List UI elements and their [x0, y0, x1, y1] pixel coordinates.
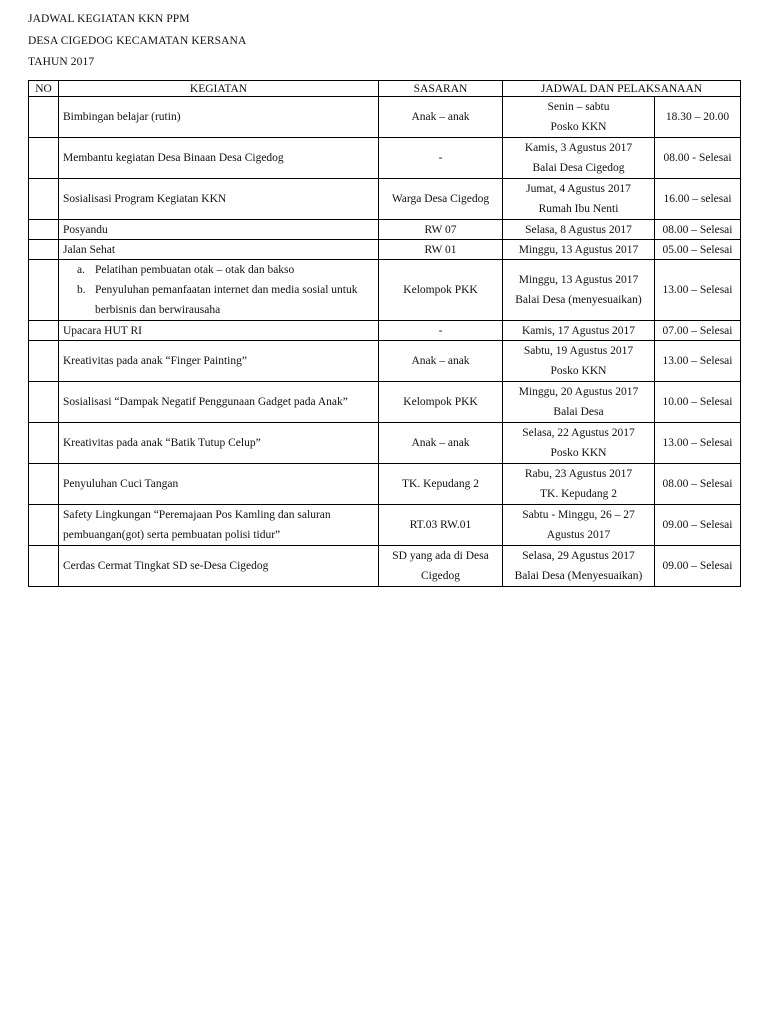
kegiatan-cell: Upacara HUT RI: [59, 321, 379, 341]
jadwal-place: Balai Desa: [553, 406, 604, 418]
jadwal-cell: [503, 423, 655, 464]
table-row: [29, 464, 741, 505]
sub-item-b-continued: berbisnis dan berwirausaha: [95, 304, 221, 316]
col-header-kegiatan: KEGIATAN: [59, 81, 379, 97]
sasaran-cell: Kelompok PKK: [379, 382, 503, 423]
jadwal-place: Rumah Ibu Nenti: [538, 203, 619, 215]
jadwal-day: Selasa, 22 Agustus 2017: [522, 427, 635, 439]
waktu-cell: 13.00 – Selesai: [655, 260, 741, 321]
waktu-cell: 08.00 – Selesai: [655, 464, 741, 505]
jadwal-place: Posko KKN: [550, 121, 607, 133]
waktu-cell: 08.00 - Selesai: [655, 138, 741, 179]
jadwal-day: Kamis, 3 Agustus 2017: [524, 142, 633, 154]
jadwal-cell: [503, 138, 655, 179]
jadwal-cell: [503, 179, 655, 220]
row-no-cell: [29, 321, 59, 341]
jadwal-day: Selasa, 29 Agustus 2017: [522, 550, 635, 562]
kegiatan-cell: Sosialisasi “Dampak Negatif Penggunaan Gadget pada Anak”: [59, 382, 379, 423]
jadwal-place: Balai Desa (menyesuaikan): [515, 294, 642, 306]
jadwal-day: Rabu, 23 Agustus 2017: [524, 468, 633, 480]
jadwal-day: Jumat, 4 Agustus 2017: [526, 183, 631, 195]
row-no-cell: [29, 220, 59, 240]
kegiatan-line-1: Safety Lingkungan “Peremajaan Pos Kamling dan saluran: [63, 509, 331, 521]
table-row: [29, 179, 741, 220]
table-row: [29, 240, 741, 260]
jadwal-place: Agustus 2017: [546, 529, 611, 541]
sasaran-cell: [379, 546, 503, 587]
waktu-cell: 18.30 – 20.00: [655, 97, 741, 138]
kegiatan-cell: Sosialisasi Program Kegiatan KKN: [59, 179, 379, 220]
row-no-cell: [29, 341, 59, 382]
waktu-cell: 08.00 – Selesai: [655, 220, 741, 240]
jadwal-cell: [503, 260, 655, 321]
table-row: [29, 505, 741, 546]
jadwal-cell: [503, 464, 655, 505]
sasaran-cell: Anak – anak: [379, 341, 503, 382]
row-no-cell: [29, 179, 59, 220]
table-row: [29, 220, 741, 240]
sub-item-a-text: Pelatihan pembuatan otak – otak dan bakso: [95, 264, 295, 276]
row-no-cell: [29, 260, 59, 321]
waktu-cell: 09.00 – Selesai: [655, 505, 741, 546]
table-row: [29, 138, 741, 179]
schedule-table: [28, 80, 741, 587]
sasaran-line-2: Cigedog: [421, 570, 460, 582]
sasaran-cell: TK. Kepudang 2: [379, 464, 503, 505]
jadwal-cell: Kamis, 17 Agustus 2017: [503, 321, 655, 341]
jadwal-place: Posko KKN: [550, 365, 607, 377]
kegiatan-cell: [59, 260, 379, 321]
kegiatan-cell: Penyuluhan Cuci Tangan: [59, 464, 379, 505]
kegiatan-line-2: pembuangan(got) serta pembuatan polisi tidur”: [63, 529, 281, 541]
row-no-cell: [29, 138, 59, 179]
jadwal-cell: [503, 382, 655, 423]
jadwal-place: Posko KKN: [550, 447, 607, 459]
waktu-cell: 05.00 – Selesai: [655, 240, 741, 260]
sasaran-cell: Kelompok PKK: [379, 260, 503, 321]
jadwal-cell: Selasa, 8 Agustus 2017: [503, 220, 655, 240]
jadwal-place: Balai Desa (Menyesuaikan): [514, 570, 643, 582]
waktu-cell: 09.00 – Selesai: [655, 546, 741, 587]
col-header-sasaran: SASARAN: [379, 81, 503, 97]
document-title: JADWAL KEGIATAN KKN PPM: [28, 13, 190, 25]
sasaran-cell: RW 07: [379, 220, 503, 240]
jadwal-place: TK. Kepudang 2: [540, 488, 617, 500]
sub-item-b-text: Penyuluhan pemanfaatan internet dan media sosial untuk: [95, 284, 358, 296]
sub-item-a: [77, 260, 374, 280]
table-row: [29, 341, 741, 382]
sasaran-line-1: SD yang ada di Desa: [392, 550, 489, 562]
table-row: [29, 260, 741, 321]
row-no-cell: [29, 382, 59, 423]
col-header-jadwal: JADWAL DAN PELAKSANAAN: [503, 81, 741, 97]
kegiatan-cell: Cerdas Cermat Tingkat SD se-Desa Cigedog: [59, 546, 379, 587]
table-row: [29, 546, 741, 587]
row-no-cell: [29, 240, 59, 260]
jadwal-cell: [503, 97, 655, 138]
row-no-cell: [29, 546, 59, 587]
row-no-cell: [29, 423, 59, 464]
sasaran-cell: RW 01: [379, 240, 503, 260]
jadwal-cell: Minggu, 13 Agustus 2017: [503, 240, 655, 260]
kegiatan-cell: Membantu kegiatan Desa Binaan Desa Cigedog: [59, 138, 379, 179]
sasaran-cell: Warga Desa Cigedog: [379, 179, 503, 220]
kegiatan-cell: Posyandu: [59, 220, 379, 240]
waktu-cell: 10.00 – Selesai: [655, 382, 741, 423]
kegiatan-cell: [59, 505, 379, 546]
table-row: [29, 97, 741, 138]
waktu-cell: 16.00 – selesai: [655, 179, 741, 220]
kegiatan-cell: Bimbingan belajar (rutin): [59, 97, 379, 138]
table-row: [29, 321, 741, 341]
sasaran-cell: RT.03 RW.01: [379, 505, 503, 546]
sub-item-a-marker: a.: [77, 264, 85, 276]
jadwal-day: Minggu, 20 Agustus 2017: [518, 386, 639, 398]
jadwal-day: Sabtu - Minggu, 26 – 27: [522, 509, 635, 521]
col-header-no: NO: [29, 81, 59, 97]
kegiatan-cell: Kreativitas pada anak “Batik Tutup Celup”: [59, 423, 379, 464]
row-no-cell: [29, 464, 59, 505]
sasaran-cell: Anak – anak: [379, 423, 503, 464]
row-no-cell: [29, 97, 59, 138]
jadwal-cell: [503, 546, 655, 587]
sasaran-cell: -: [379, 138, 503, 179]
table-header-row: [29, 81, 741, 97]
table-row: [29, 382, 741, 423]
kegiatan-cell: Kreativitas pada anak “Finger Painting”: [59, 341, 379, 382]
row-no-cell: [29, 505, 59, 546]
kegiatan-cell: Jalan Sehat: [59, 240, 379, 260]
sub-item-b: [77, 280, 374, 300]
sasaran-cell: Anak – anak: [379, 97, 503, 138]
jadwal-cell: [503, 505, 655, 546]
document-subtitle-location: DESA CIGEDOG KECAMATAN KERSANA: [28, 35, 247, 47]
table-row: [29, 423, 741, 464]
waktu-cell: 13.00 – Selesai: [655, 341, 741, 382]
jadwal-cell: [503, 341, 655, 382]
waktu-cell: 07.00 – Selesai: [655, 321, 741, 341]
sasaran-cell: -: [379, 321, 503, 341]
jadwal-day: Sabtu, 19 Agustus 2017: [523, 345, 634, 357]
jadwal-day: Minggu, 13 Agustus 2017: [518, 274, 639, 286]
document-subtitle-year: TAHUN 2017: [28, 56, 95, 68]
jadwal-place: Balai Desa Cigedog: [532, 162, 625, 174]
jadwal-day: Senin – sabtu: [547, 101, 610, 113]
sub-item-b-marker: b.: [77, 284, 86, 296]
waktu-cell: 13.00 – Selesai: [655, 423, 741, 464]
